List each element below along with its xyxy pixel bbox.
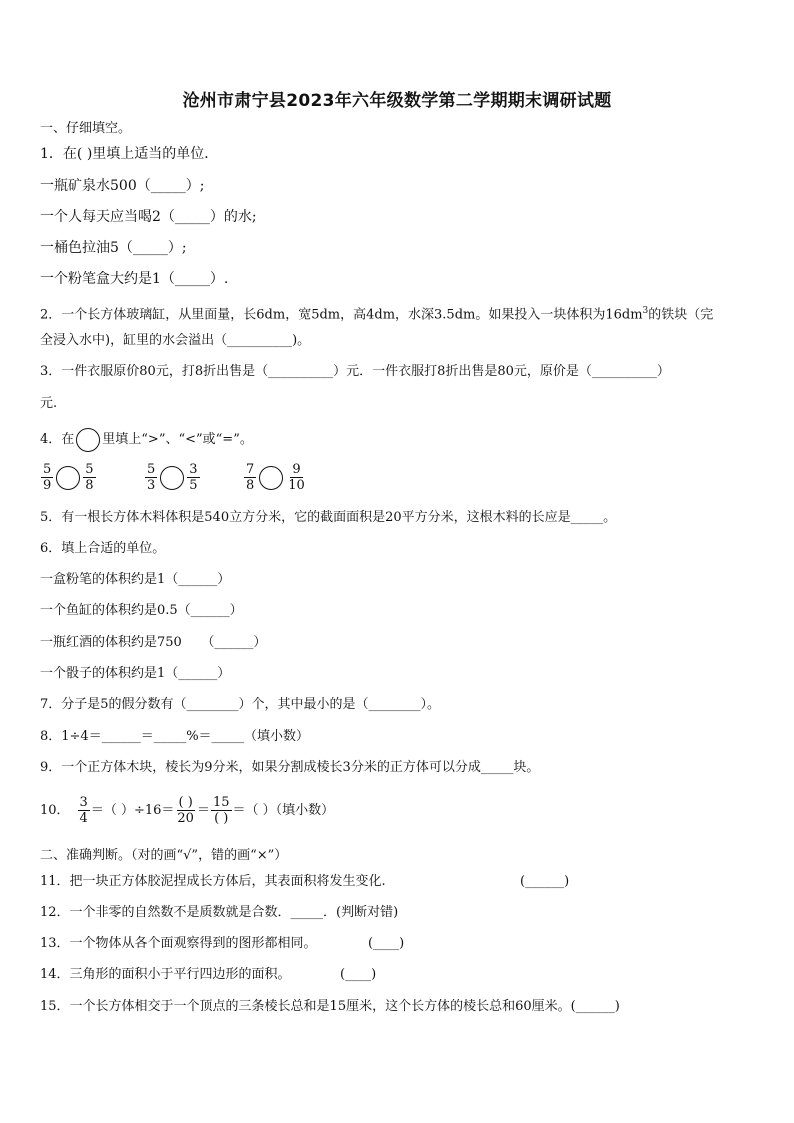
question-6-stem: 6．填上合适的单位。	[40, 541, 166, 556]
question-1-stem: 1．在( )里填上适当的单位．	[40, 146, 219, 162]
numerator: 5	[147, 462, 156, 477]
question-13-text: 13．一个物体从各个面观察得到的图形都相同。	[40, 936, 317, 951]
question-6-line-2: 一个鱼缸的体积约是0.5（______）	[40, 603, 243, 618]
denominator: 20	[177, 811, 194, 826]
fraction-right	[286, 462, 307, 493]
question-6-line-1: 一盒粉笔的体积约是1（______）	[40, 572, 231, 587]
numerator: 7	[246, 462, 255, 477]
compare-pair-3	[243, 462, 308, 493]
fraction-right	[187, 462, 199, 493]
question-8: 8．1÷4＝______＝_____%＝_____（填小数）	[40, 729, 310, 744]
question-4-stem	[40, 428, 253, 452]
question-1-line-2: 一个人每天应当喝2（_____）的水;	[40, 209, 257, 225]
denominator: 9	[43, 478, 52, 493]
question-9: 9．一个正方体木块，棱长为9分米，如果分割成棱长3分米的正方体可以分成_____块。	[40, 760, 540, 775]
question-2-superscript: 3	[642, 306, 649, 316]
question-2-text-b: 的铁块（完	[648, 307, 714, 323]
denominator: ( )	[214, 811, 229, 826]
question-13-blank: (____)	[368, 936, 405, 951]
numerator: 5	[43, 462, 52, 477]
question-1-line-1: 一瓶矿泉水500（_____）;	[40, 178, 205, 194]
question-5: 5．有一根长方体木料体积是540立方分米，它的截面面积是20平方分米，这根木料的长应是_____。	[40, 510, 617, 525]
question-1-line-4: 一个粉笔盒大约是1（_____）.	[40, 271, 229, 287]
question-10	[40, 795, 334, 826]
question-4-pre: 4．在	[40, 432, 75, 447]
compare-circle-icon[interactable]	[56, 466, 80, 490]
compare-pair-2	[144, 462, 201, 493]
numerator: 3	[189, 462, 198, 477]
fraction-right	[83, 462, 95, 493]
question-15: 15．一个长方体相交于一个顶点的三条棱长总和是15厘米，这个长方体的棱长总和60厘米。(______)	[40, 999, 620, 1014]
question-13	[40, 935, 405, 953]
fraction-15-over-blank	[211, 795, 232, 826]
fraction-left	[244, 462, 256, 493]
equals-sign: ＝	[196, 802, 210, 818]
question-2-line-1	[40, 302, 713, 324]
section-heading-judge: 二、准确判断。（对的画“√”，错的画“×”）	[40, 848, 288, 863]
denominator: 8	[246, 478, 255, 493]
question-3-line-2: 元.	[40, 396, 58, 411]
question-14	[40, 966, 377, 984]
fraction-blank-over-20	[175, 795, 196, 826]
question-1-line-3: 一桶色拉油5（_____）;	[40, 240, 187, 256]
compare-circle-icon[interactable]	[160, 466, 184, 490]
compare-pair-1	[40, 462, 97, 493]
question-14-text: 14．三角形的面积小于平行四边形的面积。	[40, 967, 291, 982]
denominator: 8	[85, 478, 94, 493]
question-11	[40, 873, 570, 891]
compare-circle-icon[interactable]	[259, 466, 283, 490]
numerator: 5	[85, 462, 94, 477]
fraction-left	[145, 462, 157, 493]
question-11-text: 11．把一块正方体胶泥捏成长方体后，其表面积将发生变化.	[40, 874, 386, 889]
question-4-post: 里填上“>”、“<”或“=”。	[102, 432, 253, 447]
question-14-blank: (____)	[340, 967, 377, 982]
fraction-three-quarters	[78, 795, 90, 826]
section-heading-fill-in: 一、仔细填空。	[40, 121, 132, 136]
question-7: 7．分子是5的假分数有（________）个，其中最小的是（________）。	[40, 697, 441, 712]
question-6-line-3: 一瓶红酒的体积约是750 （______）	[40, 635, 267, 650]
numerator: ( )	[178, 795, 193, 810]
question-11-blank: (______)	[520, 874, 570, 889]
question-2-text-a: 2．一个长方体玻璃缸，从里面量，长6dm，宽5dm，高4dm，水深3.5dm。如果投入一块体积为16dm	[40, 307, 643, 323]
question-2-line-2: 全浸入水中)，缸里的水会溢出（__________)。	[40, 333, 311, 348]
compare-circle-icon	[76, 428, 100, 452]
denominator: 3	[147, 478, 156, 493]
page-title: 沧州市肃宁县2023年六年级数学第二学期期末调研试题	[182, 91, 612, 111]
question-10-middle: ＝（ ）÷16＝	[90, 802, 175, 818]
question-12: 12．一个非零的自然数不是质数就是合数．_____．(判断对错)	[40, 905, 399, 920]
question-10-tail: ＝（ ）（填小数）	[232, 802, 335, 818]
denominator: 10	[288, 478, 305, 493]
denominator: 5	[189, 478, 198, 493]
numerator: 3	[79, 795, 88, 810]
numerator: 15	[212, 795, 230, 810]
question-10-number: 10．	[40, 802, 70, 818]
fraction-left	[41, 462, 53, 493]
denominator: 4	[79, 811, 88, 826]
question-3-line-1: 3．一件衣服原价80元，打8折出售是（__________）元．一件衣服打8折出售是80元，原价是（__________）	[40, 364, 670, 379]
numerator: 9	[292, 462, 301, 477]
question-6-line-4: 一个骰子的体积约是1（______）	[40, 666, 231, 681]
